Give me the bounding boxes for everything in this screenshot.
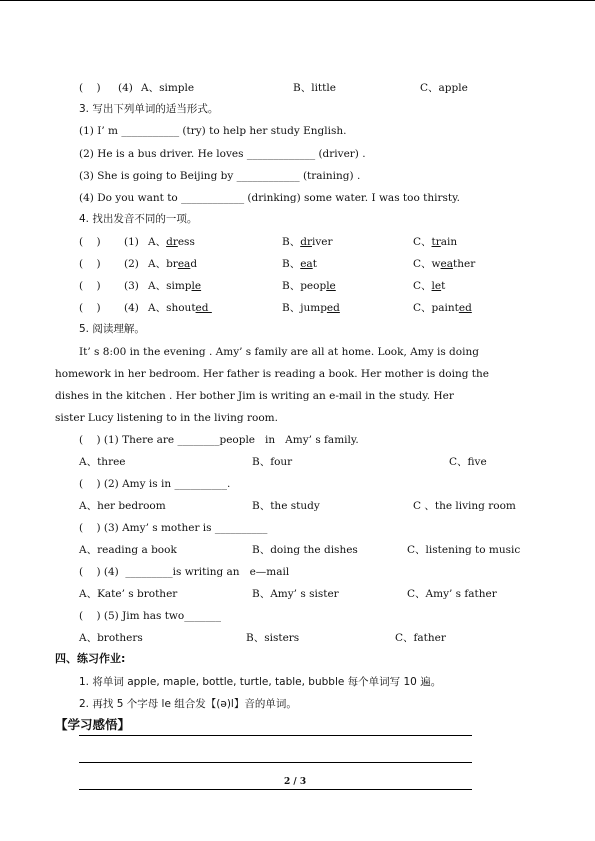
answer-paren: ( ): [79, 258, 101, 270]
question-number: (4): [118, 82, 133, 94]
option-b: B、doing the dishes: [252, 544, 358, 556]
option-a: A、three: [79, 456, 126, 468]
option-b: B、four: [252, 456, 293, 468]
option-c: C、five: [449, 456, 487, 468]
question-text: ( ) (3) Amy’ s mother is __________: [79, 522, 268, 534]
question-text: ( ) (1) There are ________people in Amy’ s family.: [79, 434, 359, 446]
writing-line: [79, 735, 472, 736]
homework-title: 四、练习作业:: [55, 652, 126, 665]
question-text: ( ) (4) _________is writing an e—mail: [79, 566, 290, 578]
section3-item: (3) She is going to Beijing by ____________ (training) .: [79, 170, 361, 182]
option-b: B、driver: [282, 236, 333, 248]
question-number: (2): [124, 258, 139, 270]
option-b: B、the study: [252, 500, 320, 512]
section3-title: 3. 写出下列单词的适当形式。: [79, 103, 219, 115]
option-b: B、little: [293, 82, 336, 94]
option-a: A、simple: [141, 82, 195, 94]
answer-paren: ( ): [79, 302, 101, 314]
option-c: C、Amy’ s father: [407, 588, 497, 600]
passage-line: dishes in the kitchen . Her bother Jim is writing an e-mail in the study. Her: [55, 390, 454, 402]
option-c: C 、the living room: [413, 500, 516, 512]
option-b: B、people: [282, 280, 336, 292]
option-a: A、her bedroom: [79, 500, 166, 512]
writing-line: [79, 789, 472, 790]
answer-paren: ( ): [79, 236, 101, 248]
answer-paren: ( ): [79, 280, 101, 292]
option-a: A、simple: [148, 280, 202, 292]
passage-line: It’ s 8:00 in the evening . Amy’ s family are all at home. Look, Amy is doing: [79, 346, 479, 358]
option-a: A、bread: [148, 258, 198, 270]
option-c: C、train: [413, 236, 458, 248]
section5-title: 5. 阅读理解。: [79, 323, 145, 335]
option-c: C、listening to music: [407, 544, 521, 556]
section3-item: (4) Do you want to ____________ (drinking) some water. I was too thirsty.: [79, 192, 460, 204]
question-text: ( ) (5) Jim has two_______: [79, 610, 221, 622]
option-c: C、father: [395, 632, 446, 644]
passage-line: homework in her bedroom. Her father is reading a book. Her mother is doing the: [55, 368, 489, 380]
section4-title: 4. 找出发音不同的一项。: [79, 213, 198, 225]
top-border: [0, 0, 595, 1]
option-b: B、jumped: [282, 302, 340, 314]
option-c: C、painted: [413, 302, 472, 314]
writing-line: [79, 762, 472, 763]
passage-line: sister Lucy listening to in the living room.: [55, 412, 278, 424]
option-a: A、Kate’ s brother: [79, 588, 178, 600]
question-number: (3): [124, 280, 139, 292]
homework-item: 2. 再找 5 个字母 le 组合发【(ə)l】音的单词。: [79, 698, 297, 710]
option-c: C、weather: [413, 258, 476, 270]
option-b: B、sisters: [246, 632, 300, 644]
question-text: ( ) (2) Amy is in __________.: [79, 478, 231, 490]
option-a: A、reading a book: [79, 544, 177, 556]
page-number: 2 / 3: [284, 777, 307, 787]
option-b: B、Amy’ s sister: [252, 588, 339, 600]
option-b: B、eat: [282, 258, 317, 270]
answer-paren: ( ): [79, 82, 101, 94]
question-number: (1): [124, 236, 139, 248]
option-a: A、brothers: [79, 632, 143, 644]
section3-item: (1) I’ m ___________ (try) to help her study English.: [79, 125, 347, 137]
option-c: C、let: [413, 280, 446, 292]
section3-item: (2) He is a bus driver. He loves _____________ (driver) .: [79, 148, 366, 160]
option-c: C、apple: [420, 82, 468, 94]
reflection-title: 【学习感悟】: [55, 717, 131, 732]
option-a: A、shouted: [148, 302, 212, 314]
question-number: (4): [124, 302, 139, 314]
option-a: A、dress: [148, 236, 195, 248]
homework-item: 1. 将单词 apple, maple, bottle, turtle, table, bubble 每个单词写 10 遍。: [79, 676, 442, 688]
